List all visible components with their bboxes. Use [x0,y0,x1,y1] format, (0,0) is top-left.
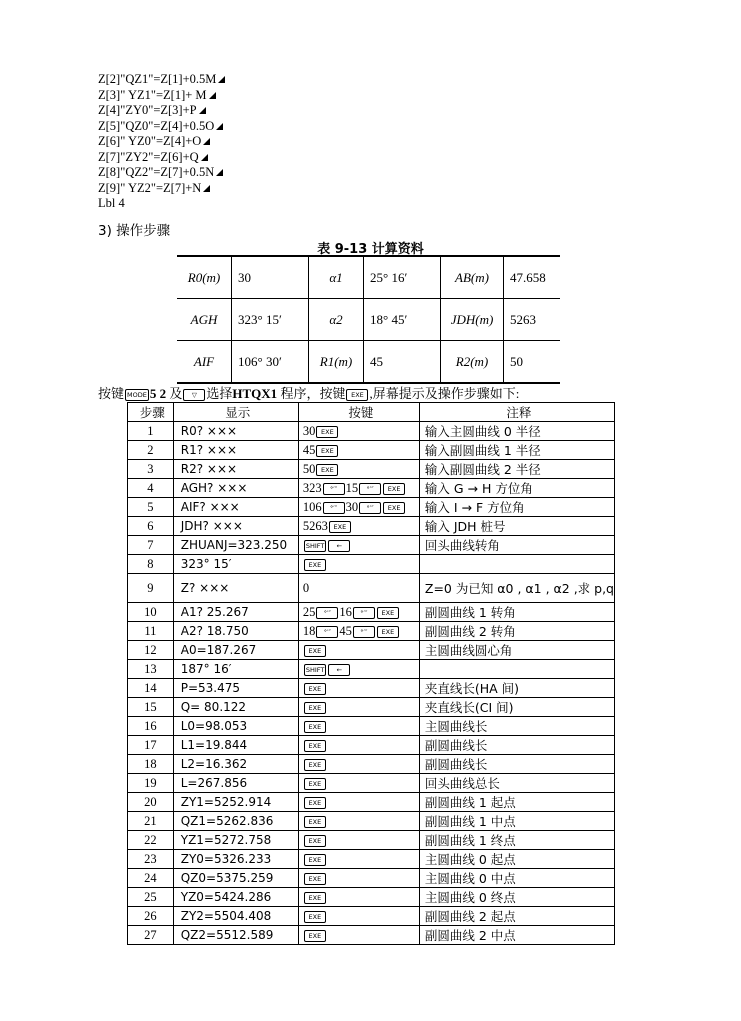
key-sequence [298,793,419,812]
step-number: 16 [128,717,174,736]
table-row [128,812,615,831]
display-text: AGH? ××× [173,479,298,498]
note-text: 主圆曲线 0 终点 [419,888,614,907]
table-row [128,907,615,926]
note-text [419,660,614,679]
note-text: 输入副圆曲线 2 半径 [419,460,614,479]
program-line [98,181,225,197]
note-text: 副圆曲线 2 转角 [419,622,614,641]
key-digits: 45 [302,442,316,457]
table-row [128,888,615,907]
param-value: 47.658 [504,256,561,299]
note-text: 夹直线长(CI 间) [419,698,614,717]
parameter-table [177,255,560,384]
key-sequence [298,498,419,517]
header-display: 显示 [173,403,298,422]
exe-key-icon: EXE [304,854,326,866]
step-number: 13 [128,660,174,679]
key-digits: 18 [302,623,316,638]
step-number: 11 [128,622,174,641]
param-value: 5263 [504,299,561,341]
output-triangle-icon [209,92,216,99]
exe-key-icon: EXE [346,389,368,401]
display-text: A2? 18.750 [173,622,298,641]
output-triangle-icon [218,76,225,83]
header-note: 注释 [419,403,614,422]
exe-key-icon: EXE [304,816,326,828]
note-text: 副圆曲线 2 中点 [419,926,614,945]
param-value: 45 [364,341,441,384]
display-text: ZY1=5252.914 [173,793,298,812]
header-step: 步骤 [128,403,174,422]
table-row [128,926,615,945]
steps-table [127,402,615,945]
table-row [128,641,615,660]
instruction-line [98,383,519,402]
degree-minute-second-key-icon: °′″ [353,607,375,619]
note-text: 输入 I → F 方位角 [419,498,614,517]
display-text: L0=98.053 [173,717,298,736]
instruction-num: 5 2 [149,386,167,401]
note-text: 主圆曲线圆心角 [419,641,614,660]
key-digits: 323 [302,480,322,495]
key-sequence [298,517,419,536]
exe-key-icon: EXE [316,426,338,438]
table-row [128,717,615,736]
table-row [128,793,615,812]
table-row [128,755,615,774]
note-text: Z=0 为已知 α0 , α1 , α2 ,求 p,q [419,574,614,603]
key-sequence [298,888,419,907]
note-text: 输入主圆曲线 0 半径 [419,422,614,441]
note-text: 副圆曲线 1 转角 [419,603,614,622]
instruction-text: ,屏幕提示及操作步骤如下: [369,386,520,401]
table-row [128,517,615,536]
key-digits: 106 [302,499,322,514]
display-text: A0=187.267 [173,641,298,660]
exe-key-icon: EXE [304,740,326,752]
key-digits: 15 [345,480,359,495]
param-label: R1(m) [309,341,364,384]
table-row [128,622,615,641]
param-label: AB(m) [441,256,504,299]
step-number: 1 [128,422,174,441]
output-triangle-icon [216,123,223,130]
step-number: 12 [128,641,174,660]
key-sequence [298,622,419,641]
exe-key-icon: EXE [304,873,326,885]
key-sequence [298,479,419,498]
exe-key-icon: EXE [304,797,326,809]
key-sequence [298,460,419,479]
display-text: A1? 25.267 [173,603,298,622]
key-sequence [298,831,419,850]
program-line-text: Z[5]"QZ0"=Z[4]+0.5O [98,118,215,133]
degree-minute-second-key-icon: °′″ [359,502,381,514]
instruction-text: 及 [166,386,183,401]
table-row [128,774,615,793]
program-end-label: Lbl 4 [98,196,125,210]
exe-key-icon: EXE [383,502,405,514]
key-digits: 30 [345,499,359,514]
exe-key-icon: EXE [304,778,326,790]
step-number: 10 [128,603,174,622]
table-row [128,574,615,603]
key-sequence [298,907,419,926]
program-line-text: Z[2]"QZ1"=Z[1]+0.5M [98,72,217,86]
key-sequence [298,774,419,793]
key-sequence [298,736,419,755]
param-label: R2(m) [441,341,504,384]
note-text: 主圆曲线 0 起点 [419,850,614,869]
output-triangle-icon [216,169,223,176]
instruction-text: 程序，按键 [277,386,346,401]
step-number: 21 [128,812,174,831]
left-arrow-key-icon: ← [328,664,350,676]
display-text: 323° 15′ [173,555,298,574]
step-number: 15 [128,698,174,717]
step-number: 6 [128,517,174,536]
step-number: 25 [128,888,174,907]
table-row [128,460,615,479]
step-number: 2 [128,441,174,460]
step-number: 22 [128,831,174,850]
table-title: 表 9-13 计算资料 [317,242,424,257]
step-number: 9 [128,574,174,603]
step-number: 4 [128,479,174,498]
shift-key-icon: SHIFT [305,541,325,550]
exe-key-icon: EXE [304,835,326,847]
key-sequence [298,641,419,660]
program-line [98,88,225,104]
program-line [98,134,225,150]
program-listing [98,72,225,212]
table-row [128,679,615,698]
note-text: 输入 JDH 桩号 [419,517,614,536]
display-text: P=53.475 [173,679,298,698]
table-row [128,736,615,755]
table-row [128,536,615,555]
program-line [98,72,225,88]
exe-key-icon: EXE [304,559,326,571]
step-number: 26 [128,907,174,926]
param-row [177,256,560,299]
note-text: 副圆曲线长 [419,736,614,755]
key-digits: 30 [302,423,316,438]
step-number: 5 [128,498,174,517]
note-text: 副圆曲线 1 起点 [419,793,614,812]
note-text [419,555,614,574]
step-number: 8 [128,555,174,574]
key-digits: 50 [302,461,316,476]
exe-key-icon: EXE [304,683,326,695]
display-text: QZ2=5512.589 [173,926,298,945]
display-text: YZ0=5424.286 [173,888,298,907]
exe-key-icon: EXE [316,464,338,476]
key-sequence [298,850,419,869]
display-text: JDH? ××× [173,517,298,536]
key-sequence [298,574,419,603]
display-text: R1? ××× [173,441,298,460]
display-text: AIF? ××× [173,498,298,517]
table-row [128,660,615,679]
degree-minute-second-key-icon: °′″ [323,483,345,495]
program-name: HTQX1 [232,386,278,401]
param-label: α1 [309,256,364,299]
note-text: 副圆曲线长 [419,755,614,774]
key-sequence [298,869,419,888]
note-text: 回头曲线转角 [419,536,614,555]
exe-key-icon: EXE [304,702,326,714]
key-sequence [298,812,419,831]
note-text: 副圆曲线 1 中点 [419,812,614,831]
display-text: R2? ××× [173,460,298,479]
header-keys: 按键 [298,403,419,422]
param-label: JDH(m) [441,299,504,341]
display-text: Z? ××× [173,574,298,603]
program-line-text: Z[3]" YZ1"=Z[1]+ M [98,87,207,102]
exe-key-icon: EXE [377,607,399,619]
key-digits: 25 [302,604,316,619]
program-line-text: Z[7]"ZY2"=Z[6]+Q [98,149,199,164]
note-text: 副圆曲线 1 终点 [419,831,614,850]
key-sequence [298,441,419,460]
note-text: 回头曲线总长 [419,774,614,793]
key-digits: 0 [302,580,310,595]
note-text: 输入 G → H 方位角 [419,479,614,498]
display-text: ZHUANJ=323.250 [173,536,298,555]
param-label: AIF [177,341,232,384]
program-line-text: Z[9]" YZ2"=Z[7]+N [98,180,202,195]
display-text: ZY0=5326.233 [173,850,298,869]
program-line-text: Z[8]"QZ2"=Z[7]+0.5N [98,165,215,179]
exe-key-icon: EXE [304,892,326,904]
left-arrow-key-icon: ← [328,540,350,552]
exe-key-icon: EXE [377,626,399,638]
program-line [98,165,225,181]
key-sequence [298,679,419,698]
exe-key-icon: EXE [304,721,326,733]
degree-minute-second-key-icon: °′″ [316,626,338,638]
display-text: L=267.856 [173,774,298,793]
output-triangle-icon [203,138,210,145]
mode-key-icon: MODE [127,391,147,399]
table-row [128,698,615,717]
degree-minute-second-key-icon: °′″ [353,626,375,638]
key-sequence [298,755,419,774]
param-label: R0(m) [177,256,232,299]
output-triangle-icon [199,107,206,114]
output-triangle-icon [201,154,208,161]
key-sequence [298,698,419,717]
note-text: 夹直线长(HA 间) [419,679,614,698]
exe-key-icon: EXE [304,930,326,942]
key-sequence [298,536,419,555]
param-value: 323° 15′ [232,299,309,341]
step-number: 19 [128,774,174,793]
exe-key-icon: EXE [329,521,351,533]
param-value: 18° 45′ [364,299,441,341]
key-sequence [298,603,419,622]
program-line-text: Z[4]"ZY0"=Z[3]+P [98,103,197,117]
table-row [128,603,615,622]
instruction-text: 选择 [206,386,233,401]
table-row [128,498,615,517]
exe-key-icon: EXE [316,445,338,457]
display-text: L2=16.362 [173,755,298,774]
instruction-text: 按键 [98,386,125,401]
param-value: 50 [504,341,561,384]
step-number: 17 [128,736,174,755]
param-value: 106° 30′ [232,341,309,384]
key-digits: 5263 [302,518,328,533]
display-text: Q= 80.122 [173,698,298,717]
display-text: ZY2=5504.408 [173,907,298,926]
step-number: 24 [128,869,174,888]
degree-minute-second-key-icon: °′″ [323,502,345,514]
key-sequence [298,422,419,441]
program-line [98,119,225,135]
program-line [98,103,225,119]
note-text: 主圆曲线 0 中点 [419,869,614,888]
step-number: 23 [128,850,174,869]
table-row [128,479,615,498]
key-digits: 45 [339,623,352,638]
shift-key-icon: SHIFT [305,665,325,674]
note-text: 输入副圆曲线 1 半径 [419,441,614,460]
degree-minute-second-key-icon: °′″ [359,483,381,495]
display-text: L1=19.844 [173,736,298,755]
param-row [177,341,560,384]
note-text: 主圆曲线长 [419,717,614,736]
param-value: 30 [232,256,309,299]
exe-key-icon: EXE [304,759,326,771]
step-number: 14 [128,679,174,698]
step-number: 3 [128,460,174,479]
steps-header-row [128,403,615,422]
step-number: 27 [128,926,174,945]
note-text: 副圆曲线 2 起点 [419,907,614,926]
program-line [98,150,225,166]
section-heading: 3) 操作步骤 [98,223,171,239]
exe-key-icon: EXE [304,911,326,923]
display-text: 187° 16′ [173,660,298,679]
param-label: AGH [177,299,232,341]
table-row [128,441,615,460]
table-row [128,831,615,850]
table-row [128,555,615,574]
param-label: α2 [309,299,364,341]
param-value: 25° 16′ [364,256,441,299]
display-text: YZ1=5272.758 [173,831,298,850]
output-triangle-icon [203,185,210,192]
exe-key-icon: EXE [383,483,405,495]
table-row [128,850,615,869]
key-sequence [298,660,419,679]
step-number: 20 [128,793,174,812]
step-number: 7 [128,536,174,555]
program-line-text: Z[6]" YZ0"=Z[4]+O [98,134,202,148]
table-row [128,422,615,441]
down-arrow-key-icon: ▽ [183,389,205,401]
display-text: QZ1=5262.836 [173,812,298,831]
param-row [177,299,560,341]
exe-key-icon: EXE [304,645,326,657]
step-number: 18 [128,755,174,774]
key-sequence [298,926,419,945]
degree-minute-second-key-icon: °′″ [316,607,338,619]
display-text: R0? ××× [173,422,298,441]
key-sequence [298,555,419,574]
key-digits: 16 [339,604,352,619]
key-sequence [298,717,419,736]
display-text: QZ0=5375.259 [173,869,298,888]
table-row [128,869,615,888]
